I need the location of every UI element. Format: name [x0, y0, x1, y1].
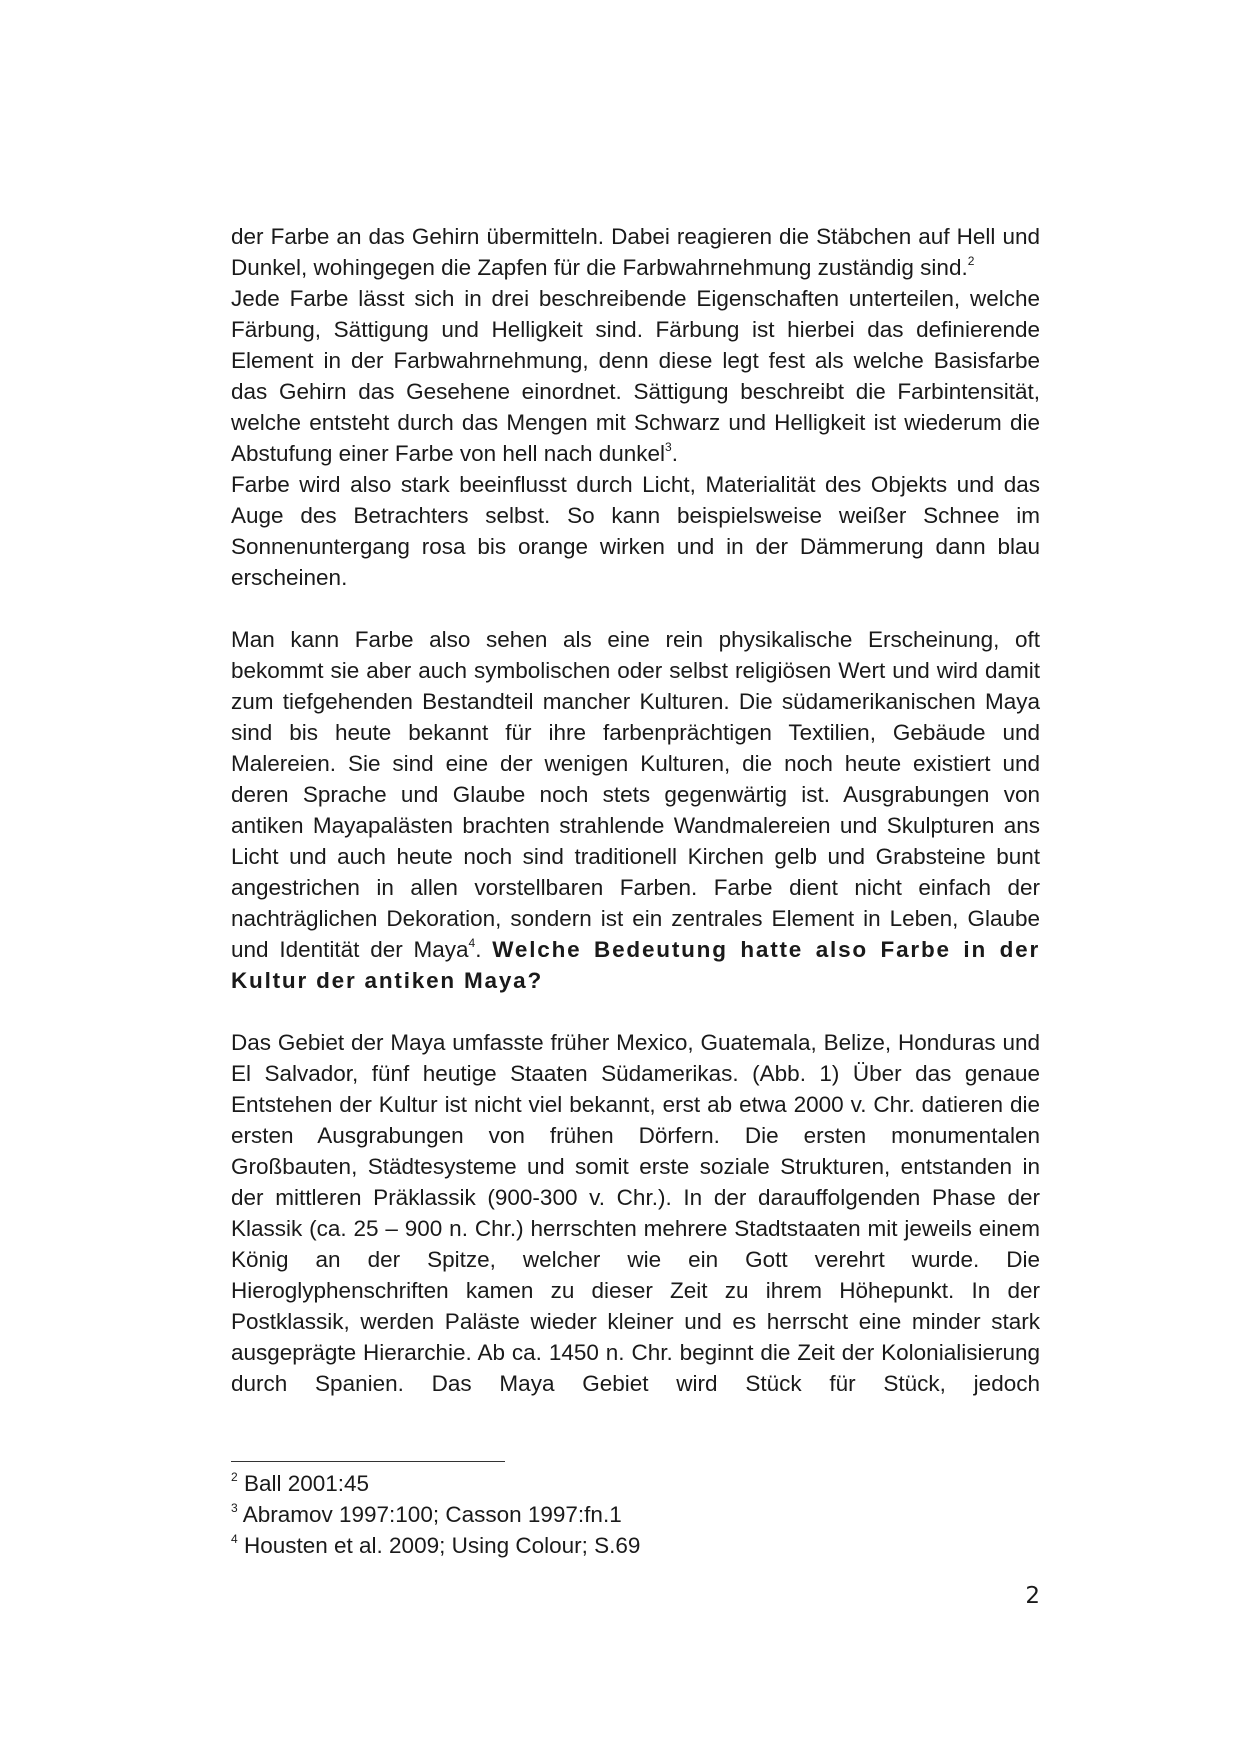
footnotes — [231, 1468, 1040, 1561]
footnote-text: Ball 2001:45 — [243, 1471, 370, 1496]
footnote-text: Abramov 1997:100; Casson 1997:fn.1 — [242, 1502, 622, 1527]
footnote — [231, 1530, 1040, 1561]
body-section-color-perception — [231, 221, 1040, 593]
footnote-marker: 4 — [468, 935, 476, 950]
paragraph-text: der Farbe an das Gehirn übermitteln. Dabei reagieren die Stäbchen auf Hell und Dunkel, wohingegen die Zapfen für die Farbwahrnehmung zuständig sind. — [231, 224, 1040, 280]
paragraph-text: Farbe wird also stark beeinflusst durch Licht, Materialität des Objekts und das Auge des Betrachters selbst. So kann beispielsweise weißer Schnee im Sonnenuntergang rosa bis orange wirken und in der Dämmerung dann blau erscheinen. — [231, 472, 1040, 590]
footnote-divider — [231, 1461, 505, 1462]
paragraph-text: Jede Farbe lässt sich in drei beschreibende Eigenschaften unterteilen, welche Färbung, Sättigung und Helligkeit sind. Färbung ist hierbei das definierende Element in der Farbwahrnehmung, denn diese legt fest als welche Basisfarbe das Gehirn das Gesehene einordnet. Sättigung beschreibt die Farbintensität, welche entsteht durch das Mengen mit Schwarz und Helligkeit ist wiederum die Abstufung einer Farbe von hell nach dunkel — [231, 286, 1040, 466]
paragraph — [231, 624, 1040, 996]
body-section-maya-intro — [231, 624, 1040, 996]
paragraph-text: . — [671, 441, 678, 466]
research-question: Welche Bedeutung hatte also Farbe in der Kultur der antiken Maya? — [231, 937, 1041, 993]
footnote-number: 4 — [231, 1531, 238, 1546]
body-section-maya-history — [231, 1027, 1040, 1399]
footnote-number: 2 — [231, 1469, 238, 1484]
footnote-marker: 2 — [967, 253, 975, 268]
page-number: 2 — [1025, 1583, 1040, 1609]
paragraph-text: . — [475, 937, 493, 962]
paragraph — [231, 1027, 1040, 1399]
footnote — [231, 1468, 1040, 1499]
paragraph — [231, 469, 1040, 593]
footnote-marker: 3 — [665, 439, 672, 454]
paragraph-text: Das Gebiet der Maya umfasste früher Mexico, Guatemala, Belize, Honduras und El Salvador, fünf heutige Staaten Südamerikas. (Abb. 1) Über das genaue Entstehen der Kultur ist nicht viel bekannt, erst ab etwa 2000 v. Chr. datieren die ersten Ausgrabungen von frühen Dörfern. Die ersten monumentalen Großbauten, Städtesysteme und somit erste soziale Strukturen, entstanden in der mittleren Präklassik (900-300 v. Chr.). In der darauffolgenden Phase der Klassik (ca. 25 – 900 n. Chr.) herrschten mehrere Stadtstaaten mit jeweils einem König an der Spitze, welcher wie ein Gott verehrt wurde. Die Hieroglyphenschriften kamen zu dieser Zeit zu ihrem Höhepunkt. In der Postklassik, werden Paläste wieder kleiner und es herrscht eine minder stark ausgeprägte Hierarchie. Ab ca. 1450 n. Chr. beginnt die Zeit der Kolonialisierung durch Spanien. Das Maya Gebiet wird Stück für Stück, jedoch — [231, 1030, 1040, 1396]
footnote — [231, 1499, 1040, 1530]
paragraph-text: Man kann Farbe also sehen als eine rein physikalische Erscheinung, oft bekommt sie aber auch symbolischen oder selbst religiösen Wert und wird damit zum tiefgehenden Bestandteil mancher Kulturen. Die südamerikanischen Maya sind bis heute bekannt für ihre farbenprächtigen Textilien, Gebäude und Malereien. Sie sind eine der wenigen Kulturen, die noch heute existiert und deren Sprache und Glaube noch stets gegenwärtig ist. Ausgrabungen von antiken Mayapalästen brachten strahlende Wandmalereien und Skulpturen ans Licht und auch heute noch sind traditionell Kirchen gelb und Grabsteine bunt angestrichen in allen vorstellbaren Farben. Farbe dient nicht einfach der nachträglichen Dekoration, sondern ist ein zentrales Element in Leben, Glaube und Identität der Maya — [231, 627, 1040, 962]
footnote-text: Housten et al. 2009; Using Colour; S.69 — [243, 1533, 641, 1558]
paragraph — [231, 283, 1040, 469]
footnote-number: 3 — [231, 1500, 238, 1515]
paragraph — [231, 221, 1040, 283]
